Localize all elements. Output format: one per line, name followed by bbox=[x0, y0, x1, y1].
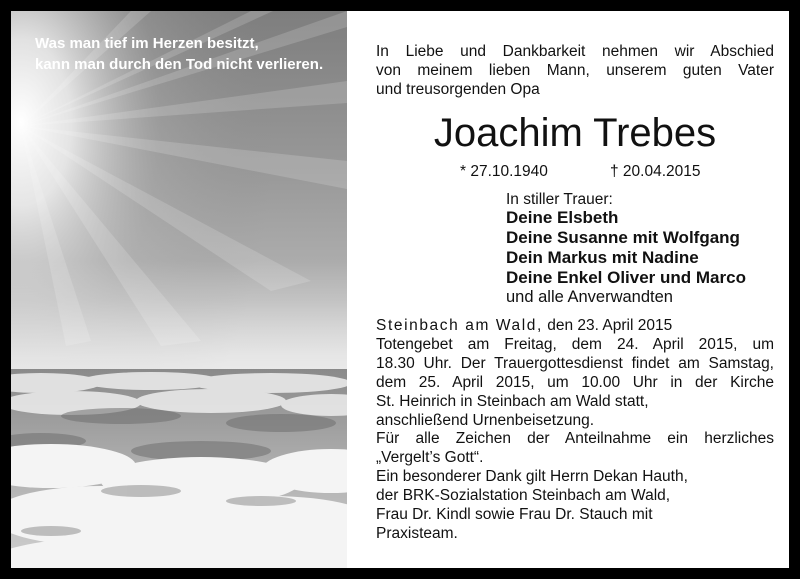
thanks-line: Für alle Zeichen der Anteilnahme ein herzliches bbox=[376, 430, 774, 447]
motto-line: Was man tief im Herzen besitzt, bbox=[35, 35, 259, 52]
special-thanks-line: Praxisteam. bbox=[376, 525, 458, 542]
birth-date: * 27.10.1940 bbox=[460, 163, 548, 180]
sunbeam-clouds-illustration bbox=[11, 11, 347, 568]
dateline-date: den 23. April 2015 bbox=[542, 317, 673, 334]
family-list bbox=[506, 208, 746, 288]
obituary-card bbox=[11, 11, 789, 568]
service-line: anschließend Urnenbeisetzung. bbox=[376, 412, 594, 429]
family-member: Dein Markus mit Nadine bbox=[506, 248, 699, 267]
dateline bbox=[376, 316, 672, 335]
motto-line: kann man durch den Tod nicht verlieren. bbox=[35, 56, 324, 73]
special-thanks-line: Ein besonderer Dank gilt Herrn Dekan Hauth, bbox=[376, 468, 688, 485]
general-thanks bbox=[376, 429, 774, 467]
deceased-name: Joachim Trebes bbox=[433, 111, 717, 155]
death-date: † 20.04.2015 bbox=[610, 163, 701, 180]
service-line: St. Heinrich in Steinbach am Wald statt, bbox=[376, 393, 649, 410]
special-thanks-line: der BRK-Sozialstation Steinbach am Wald, bbox=[376, 487, 671, 504]
sky-clouds-photo bbox=[11, 11, 347, 568]
special-thanks bbox=[376, 467, 774, 543]
intro-line: und treusorgenden Opa bbox=[376, 81, 540, 98]
service-details bbox=[376, 335, 774, 430]
mourning-heading: In stiller Trauer: bbox=[506, 191, 613, 208]
special-thanks-line: Frau Dr. Kindl sowie Frau Dr. Stauch mit bbox=[376, 506, 653, 523]
intro-line: In Liebe und Dankbarkeit nehmen wir Abschied bbox=[376, 43, 774, 60]
relatives-line: und alle Anverwandten bbox=[506, 288, 673, 306]
family-member: Deine Susanne mit Wolfgang bbox=[506, 228, 740, 247]
family-member: Deine Elsbeth bbox=[506, 208, 619, 227]
intro-text bbox=[376, 42, 774, 99]
intro-line: von meinem lieben Mann, unserem guten Vater bbox=[376, 62, 774, 79]
memorial-motto bbox=[35, 33, 323, 75]
thanks-line: „Vergelt’s Gott“. bbox=[376, 449, 484, 466]
service-line: Totengebet am Freitag, dem 24. April 2015, um bbox=[376, 336, 774, 353]
dateline-place: Steinbach am Wald, bbox=[376, 317, 543, 334]
service-line: 18.30 Uhr. Der Trauergottesdienst findet am Samstag, bbox=[376, 355, 774, 372]
family-member: Deine Enkel Oliver und Marco bbox=[506, 268, 746, 287]
service-line: dem 25. April 2015, um 10.00 Uhr in der Kirche bbox=[376, 374, 774, 391]
